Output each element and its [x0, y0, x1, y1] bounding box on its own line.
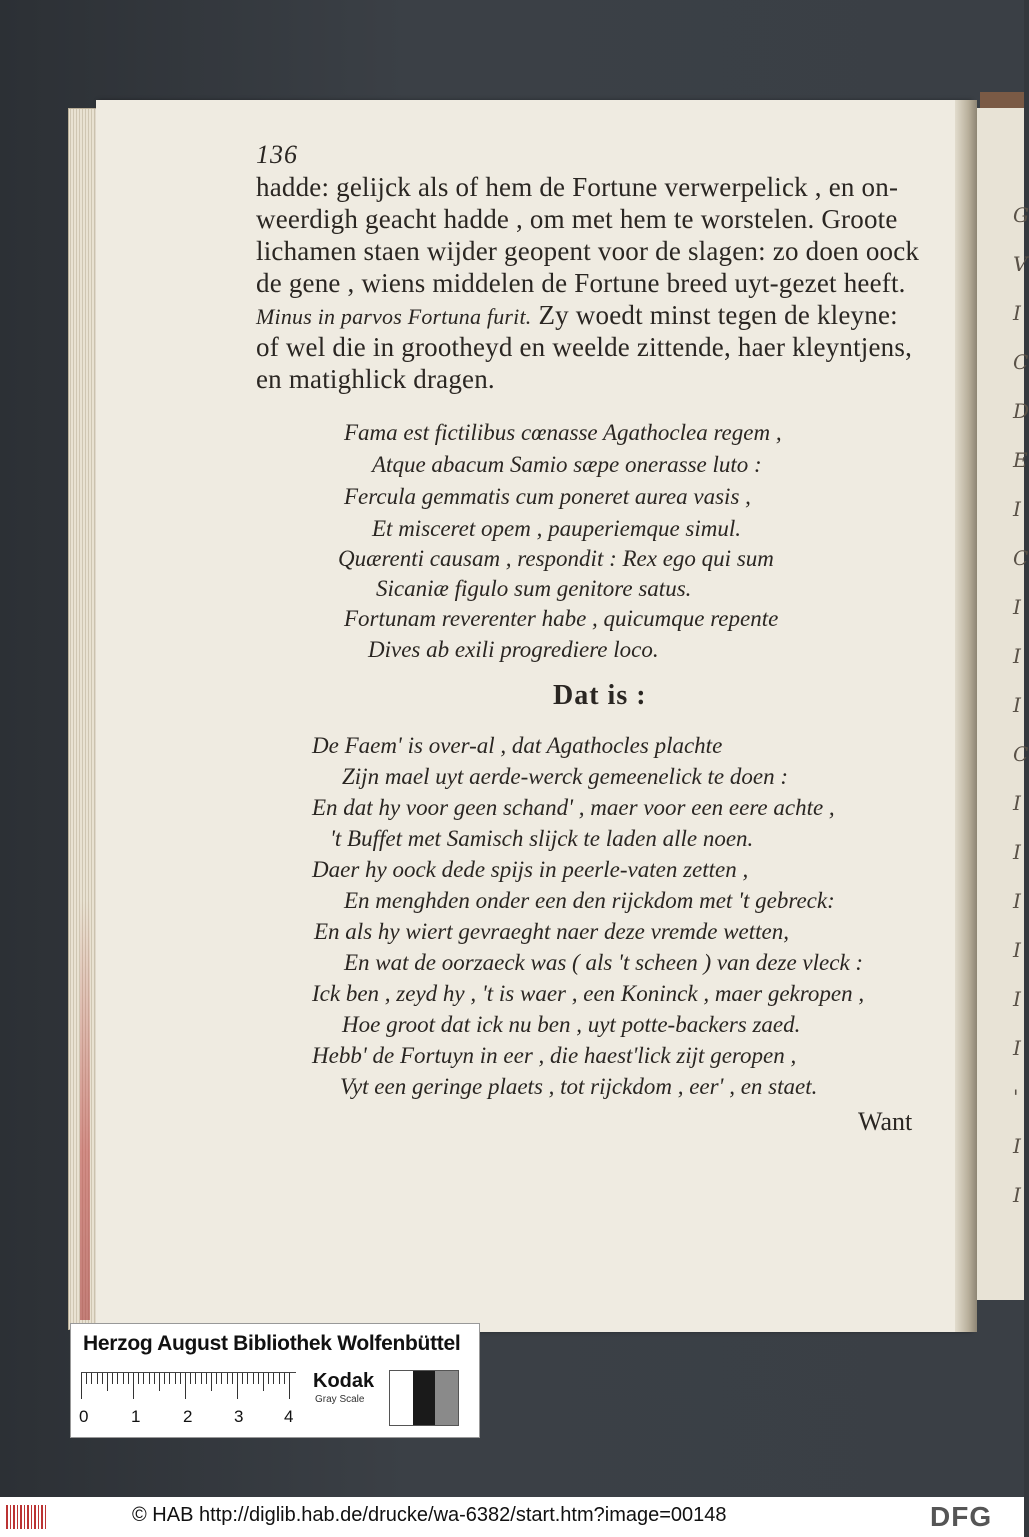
dutch-verse-line: De Faem' is over-al , dat Agathocles plachte	[312, 733, 723, 758]
ruler-tick	[107, 1373, 108, 1391]
book-cover-edge	[980, 92, 1024, 108]
latin-verse-line: Dives ab exili progrediere loco.	[368, 637, 659, 662]
catchword: Want	[858, 1107, 913, 1136]
ruler-tick	[258, 1373, 259, 1384]
facing-page-fragment: E	[1013, 448, 1028, 472]
facing-page-fragment: V	[1013, 252, 1028, 276]
ruler-tick	[279, 1373, 280, 1384]
ruler-tick	[227, 1373, 228, 1384]
ruler-tick	[97, 1373, 98, 1384]
dutch-verse-line: Zijn mael uyt aerde-werck gemeenelick te doen :	[342, 764, 788, 789]
ruler-tick	[253, 1373, 254, 1384]
facing-page-fragment: I	[1013, 840, 1021, 864]
ruler-tick	[284, 1373, 285, 1384]
ruler-tick	[195, 1373, 196, 1384]
facing-page-fragment: I	[1013, 938, 1021, 962]
dutch-verse-line: En wat de oorzaeck was ( als 't scheen ) van deze vleck :	[344, 950, 864, 975]
dutch-verse-line: En als hy wiert gevraeght naer deze vremde wetten,	[314, 919, 789, 944]
copyright-link[interactable]: © HAB http://diglib.hab.de/drucke/wa-6382/start.htm?image=00148	[132, 1504, 727, 1526]
facing-page-fragment: I	[1013, 1036, 1021, 1060]
dfg-logo: DFG	[930, 1501, 993, 1532]
dutch-verse-line: Hoe groot dat ick nu ben , uyt potte-backers zaed.	[342, 1012, 801, 1037]
dutch-verse-line: Hebb' de Fortuyn in eer , die haest'lick zijt geropen ,	[312, 1043, 797, 1068]
facing-page-fragment: I	[1013, 1183, 1021, 1207]
ruler-tick	[112, 1373, 113, 1384]
measurement-ruler	[81, 1372, 296, 1399]
ruler-tick	[81, 1373, 82, 1399]
ruler-tick	[180, 1373, 181, 1384]
ruler-tick	[185, 1373, 186, 1399]
gray-scale-label: Gray Scale	[315, 1394, 365, 1405]
ruler-tick	[133, 1373, 134, 1399]
dutch-verse-line: En dat hy voor geen schand' , maer voor een eere achte ,	[312, 795, 835, 820]
ruler-tick	[123, 1373, 124, 1384]
ruler-tick	[211, 1373, 212, 1391]
ruler-tick	[149, 1373, 150, 1384]
ruler-tick	[175, 1373, 176, 1384]
facing-page-fragment: I	[1013, 791, 1021, 815]
dutch-verse-line: En menghden onder een den rijckdom met 't gebreck:	[344, 888, 835, 913]
ruler-tick	[221, 1373, 222, 1384]
kodak-logo: Kodak	[313, 1370, 375, 1392]
prose-line: lichamen staen wijder geopent voor de slagen: zo doen oock	[256, 236, 920, 266]
ruler-number: 3	[234, 1407, 244, 1426]
ruler-tick	[143, 1373, 144, 1384]
ruler-tick	[169, 1373, 170, 1384]
prose-line: hadde: gelijck als of hem de Fortune verwerpelick , en on-	[256, 172, 899, 202]
latin-verse-line: Et misceret opem , pauperiemque simul.	[372, 516, 741, 541]
gray-patch	[435, 1371, 458, 1425]
prose-line: weerdigh geacht hadde , om met hem te worstelen. Groote	[256, 204, 898, 234]
latin-verse-line: Sicaniæ figulo sum genitore satus.	[376, 576, 692, 601]
gray-patches	[389, 1370, 459, 1426]
latin-verse-line: Fama est fictilibus cœnasse Agathoclea regem ,	[344, 420, 782, 445]
latin-verse-line: Fortunam reverenter habe , quicumque repente	[344, 606, 779, 631]
facing-page-fragment: I	[1013, 693, 1021, 717]
footer-bar	[0, 1497, 1024, 1537]
ruler-tick	[154, 1373, 155, 1384]
prose-line: en matighlick dragen.	[256, 364, 495, 394]
ruler-tick	[102, 1373, 103, 1384]
ruler-tick	[263, 1373, 264, 1391]
ruler-tick	[247, 1373, 248, 1384]
latin-verse-line: Fercula gemmatis cum poneret aurea vasis ,	[344, 484, 751, 509]
facing-page-fragment: C	[1013, 350, 1029, 374]
ruler-tick	[289, 1373, 290, 1399]
gray-patch	[390, 1371, 413, 1425]
ruler-tick	[232, 1373, 233, 1384]
ruler-tick	[117, 1373, 118, 1384]
prose-line: of wel die in grootheyd en weelde zittende, haer kleyntjens,	[256, 332, 913, 362]
book-gutter	[955, 100, 977, 1332]
ruler-tick	[86, 1373, 87, 1384]
dutch-verse-line: Ick ben , zeyd hy , 't is waer , een Koninck , maer gekropen ,	[312, 981, 865, 1006]
facing-page-fragment: I	[1013, 644, 1021, 668]
facing-page-fragment: I	[1013, 301, 1021, 325]
latin-verse-line: Atque abacum Samio sæpe onerasse luto :	[372, 452, 762, 477]
dutch-verse-line: Vyt een geringe plaets , tot rijckdom , eer' , en staet.	[340, 1074, 818, 1099]
barcode-icon	[6, 1505, 46, 1529]
facing-page-fragment: I	[1013, 1134, 1021, 1158]
dutch-verse-line: Daer hy oock dede spijs in peerle-vaten zetten ,	[312, 857, 749, 882]
ruler-tick	[206, 1373, 207, 1384]
prose-line-latin	[256, 300, 898, 331]
ruler-tick	[91, 1373, 92, 1384]
facing-page-fragment: G	[1013, 203, 1029, 227]
prose-line: de gene , wiens middelen de Fortune breed uyt-gezet heeft.	[256, 268, 906, 298]
ruler-number: 4	[284, 1407, 294, 1426]
ruler-tick	[128, 1373, 129, 1384]
red-page-edge	[80, 900, 90, 1320]
facing-page-fragment: I	[1013, 497, 1021, 521]
section-heading: Dat is :	[553, 680, 647, 711]
ruler-number: 0	[79, 1407, 89, 1426]
ruler-tick	[190, 1373, 191, 1384]
ruler-tick	[201, 1373, 202, 1384]
facing-page-fragment: I	[1013, 889, 1021, 913]
latin-verse-line: Quærenti causam , respondit : Rex ego qui sum	[338, 546, 774, 571]
prose-continuation: Zy woedt minst tegen de kleyne:	[538, 300, 898, 330]
library-name: Herzog August Bibliothek Wolfenbüttel	[83, 1332, 461, 1355]
facing-page	[977, 108, 1029, 1300]
ruler-number: 2	[183, 1407, 193, 1426]
latin-inline-quote: Minus in parvos Fortuna furit.	[256, 304, 532, 329]
ruler-tick	[237, 1373, 238, 1399]
ruler-tick	[273, 1373, 274, 1384]
facing-page-fragment: I	[1013, 987, 1021, 1011]
ruler-tick	[159, 1373, 160, 1391]
ruler-tick	[268, 1373, 269, 1384]
gray-patch	[413, 1371, 436, 1425]
facing-page-fragment: C	[1013, 742, 1029, 766]
color-reference-card	[70, 1323, 480, 1438]
ruler-number: 1	[131, 1407, 141, 1426]
facing-page-fragment: I	[1013, 595, 1021, 619]
facing-page-fragment: D	[1013, 399, 1029, 423]
facing-page-fragment: C	[1013, 546, 1029, 570]
ruler-tick	[164, 1373, 165, 1384]
ruler-tick	[216, 1373, 217, 1384]
page-number: 136	[256, 140, 298, 169]
ruler-tick	[242, 1373, 243, 1384]
facing-page-fragment: '	[1013, 1085, 1019, 1109]
dutch-verse-line: 't Buffet met Samisch slijck te laden alle noen.	[330, 826, 754, 851]
ruler-tick	[138, 1373, 139, 1384]
